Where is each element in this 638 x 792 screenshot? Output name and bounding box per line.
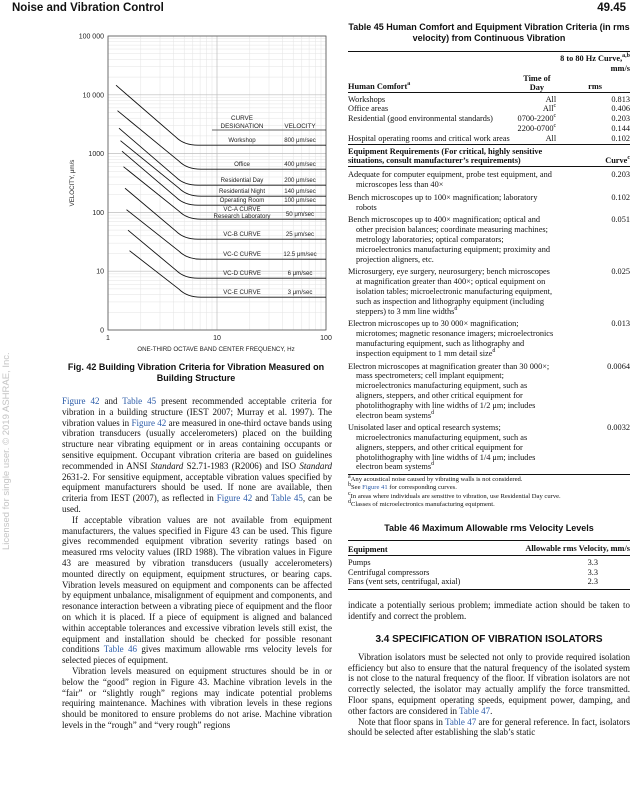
y-tick-label: 10 (96, 268, 104, 276)
equipment-row (348, 264, 630, 316)
comfort-header-sup: a (407, 81, 411, 88)
footnote-c (348, 490, 630, 501)
table-46-caption: Table 46 Maximum Allowable rms Velocity Levels (384, 523, 594, 534)
equipment-label (348, 264, 556, 316)
curve-velocity: 100 μm/sec (284, 197, 316, 204)
x-tick-label: 1 (106, 335, 110, 342)
label-text: Microsurgery, eye surgery, neurosurgery; bench microscopes at magnification greater than 400×; optical equipment on isolation tables; microelectronic manufacturing equipment, such as inspection and lithography equipment (including steppers) to 3 mm line widths (348, 267, 553, 316)
equipment-name: Fans (vent sets, centrifugal, axial) (348, 577, 461, 587)
equipment-label (348, 167, 556, 190)
figure-42-link[interactable]: Figure 42 (62, 396, 100, 406)
right-paragraph-3 (348, 717, 630, 739)
equipment-label (348, 420, 556, 472)
curve-header-sup: a,b (622, 53, 630, 60)
curve-velocity: 25 μm/sec (285, 231, 315, 238)
comfort-rows (348, 92, 630, 144)
fn-sup: b (348, 482, 351, 489)
comfort-value: 0.813 (611, 94, 630, 104)
figure-42-link[interactable]: Figure 42 (131, 417, 167, 428)
curve-velocity: 800 μm/sec (284, 137, 316, 144)
text-run: Note that floor spans in (358, 716, 446, 727)
paragraph-1 (62, 396, 332, 515)
paragraph-3: Vibration levels measured on equipment structures should be in or below the “good” region in Figure 43. Machine vibration levels in the “fair” or “slightly rough” regions may indicate potential problems requiring maintenance. Machines with vibration levels in these regions should be monitored to ensure problems do not arise. Machine vibration levels in the “rough” and “very rough” regions (62, 665, 332, 730)
label-text: Unisolated laser and optical research systems; microelectronics manufacturing equipment, such as aligners, steppers, and other critical equipment for photolithography with line widths of 1/4 μm; includes electron beam systems (348, 423, 536, 472)
right-text (348, 600, 630, 738)
curve-label: VC-D CURVE (223, 270, 261, 277)
col-velocity-header: Allowable rms Velocity, mm/s (525, 544, 630, 554)
comfort-header-text: Human Comfort (348, 81, 408, 91)
curve-velocity: 12.5 μm/sec (283, 251, 317, 258)
curve-label: Residential Day (220, 177, 264, 184)
equipment-row (348, 167, 630, 190)
comfort-row (348, 92, 630, 104)
fn-sup: a (348, 474, 351, 481)
curve-velocity: 140 μm/sec (284, 188, 316, 195)
table-46-rows (348, 555, 630, 587)
curve-header-text: 8 to 80 Hz Curve, (560, 54, 623, 63)
y-tick-label: 1000 (88, 151, 104, 159)
equipment-value: 0.025 (611, 267, 630, 277)
right-paragraph-2 (348, 652, 630, 717)
col-rms-header: rms (588, 81, 602, 91)
equip-curve-text: Curve (605, 156, 628, 166)
label-text: Electron microscopes at magnification greater than 30 000×; mass spectrometers; cell implant equipment; microelectronics manufacturing equipment, such as aligners, steppers, and other critical equipment for photolithography with line widths of 1/2 μm; includes electron beam systems (348, 361, 550, 420)
curve-velocity: 400 μm/sec (284, 161, 316, 168)
comfort-time (514, 124, 557, 134)
figure-41-link[interactable]: Figure 41 (362, 484, 388, 492)
chart-svg (16, 24, 336, 358)
comfort-time (514, 92, 557, 104)
time-text: All (542, 104, 554, 114)
text-run: are measured in one-third octave bands using vibration transducers (usually accelerometers) placed on the building structure near vibrating equipment or in areas containing occupants or sensitive equipment. Occupant vibration criteria are based on guidelines recommended in ANSI (62, 417, 332, 471)
table-45-footnotes (348, 474, 630, 509)
time-text: 0700-2200 (517, 114, 554, 124)
comfort-time (514, 114, 557, 124)
equipment-value: 0.203 (611, 170, 630, 180)
figure-caption: Fig. 42 Building Vibration Criteria for Vibration Measured on Building Structure (67, 362, 325, 383)
curve-header-unit: mm/s (610, 63, 630, 73)
curve-label: Residential Night (218, 188, 266, 195)
allowable-velocity: 3.3 (587, 557, 598, 567)
curve-label: VC-C CURVE (223, 251, 261, 258)
curve-velocity: 200 μm/sec (284, 177, 316, 184)
text-run: 2631-2. For sensitive equipment, acceptable vibration values specified by equipment manufacturers should be used. If none are available, then criteria from IEST (2007), as reflected in (62, 471, 332, 504)
fn-sup: d (348, 498, 351, 505)
figure-42-link[interactable]: Figure 42 (216, 493, 253, 504)
curve-label: Operating Room (219, 197, 265, 204)
table-45-link[interactable]: Table 45 (271, 493, 303, 504)
comfort-value: 0.102 (611, 133, 630, 143)
comfort-label: Residential (good environmental standards) (348, 114, 493, 124)
equipment-rows (348, 167, 630, 473)
fn-text: In areas where individuals are sensitive to vibration, use Residential Day curve. (350, 492, 561, 500)
equipment-label (348, 359, 556, 421)
left-column-text (62, 396, 332, 731)
x-axis-label: ONE-THIRD OCTAVE BAND CENTER FREQUENCY, Hz (137, 346, 295, 353)
label-text: Electron microscopes up to 30 000× magnification; microtomes; magnetic resonance imagers; microelectronics manufacturing equipment, such as lithography and inspection equipment to 1 mm detail size (348, 319, 554, 358)
time-sup: c (553, 103, 557, 110)
comfort-time (514, 134, 557, 144)
text-run: are for general reference. In fact, isolators should be selected after establishing the slab’s static (348, 716, 630, 738)
curve-velocity: 50 μm/sec (285, 211, 315, 218)
fn-text: See (351, 484, 363, 492)
col-curve-header (556, 52, 630, 74)
label-sup: d (492, 347, 496, 354)
time-text: All (545, 133, 557, 143)
text-run: If acceptable vibration values are not available from equipment manufacturers, the values specified in Figure 43 can be used. This figure gives recommended equipment vibration severity ratings based on measured rms velocity values (IRD 1988). The vibration values in Figure 43 are measured by vibration transducers (usually accelerometers) mounted directly on equipment, equipment structures, or bearing caps. Vibration levels measured on equipment and components can be affected by equipment unbalance, misalignment of equipment and components, and resonance interaction between a vibrating piece of equipment and the floor on which it is placed. If a piece of equipment is aligned and balanced within acceptable tolerances and excessive vibration levels still exist, the equipment and installation should be checked for possible resonant conditions (62, 514, 332, 655)
equipment-label (348, 190, 556, 213)
fn-text: for corresponding curves. (387, 484, 457, 492)
curve-velocity: 3 μm/sec (287, 289, 313, 296)
equipment-name: Centrifugal compressors (348, 567, 430, 577)
page-header (12, 2, 626, 16)
y-axis-label: VELOCITY, μm/s (69, 159, 76, 207)
watermark-text: Licensed for single user. © 2019 ASHRAE, Inc. (1, 352, 12, 550)
fn-text: Any acoustical noise caused by vibrating walls is not considered. (350, 476, 523, 484)
curve-label: VC-A CURVE (223, 206, 261, 213)
equipment-value: 0.0032 (607, 423, 630, 433)
legend-header-velocity: VELOCITY (284, 123, 316, 130)
equipment-row (348, 190, 630, 213)
comfort-label (348, 124, 514, 134)
x-tick-label: 10 (213, 335, 221, 342)
y-tick-label: 10 000 (82, 92, 104, 100)
table-47-link[interactable]: Table 47 (459, 705, 491, 716)
curve-label: Research Laboratory (213, 213, 271, 220)
fn-sup: c (348, 490, 351, 497)
comfort-label: Office areas (348, 104, 389, 114)
equipment-label (348, 212, 556, 264)
curve-label: VC-B CURVE (223, 231, 261, 238)
comfort-row (348, 134, 630, 144)
running-title: Noise and Vibration Control (12, 2, 164, 14)
label-text: Adequate for computer equipment, probe test equipment, and microscopes less than 40× (348, 170, 552, 189)
x-tick-label: 100 (320, 335, 332, 342)
right-column (348, 22, 630, 738)
paragraph-2 (62, 515, 332, 666)
fn-text: Classes of microelectronics manufacturing equipment. (351, 500, 495, 508)
comfort-label: Hospital operating rooms and critical work areas (348, 133, 510, 143)
legend-header-curve: DESIGNATION (220, 123, 264, 130)
text-run-italic: Standard (299, 460, 332, 471)
time-sup: c (553, 123, 557, 130)
label-text: Bench microscopes up to 400× magnification; optical and other precision balances; coordinate measuring machines; metrology laboratories; optical comparators; microelectronics manufacturing equipment; proximity and projection aligners, etc. (348, 215, 550, 264)
y-tick-label: 0 (100, 327, 104, 335)
table-46-row (348, 568, 630, 578)
allowable-velocity: 2.3 (587, 577, 598, 587)
label-sup: d (454, 305, 458, 312)
table-46-bottom-rule (348, 589, 630, 590)
table-46 (348, 540, 630, 587)
col-time-header: Time of Day (523, 73, 551, 92)
table-45 (348, 51, 630, 472)
y-tick-label: 100 000 (78, 33, 104, 41)
text-run: S2.71-1983 (R2006) and ISO (183, 460, 300, 471)
col-equipment-header: Equipment (348, 545, 388, 555)
text-run: present recommended acceptable criteria for vibration in a building structure (IEST 2007; Murray et al. 1997). The vibration values in (62, 396, 332, 428)
equip-curve-sup: c (627, 155, 630, 162)
text-run: . (490, 705, 493, 716)
allowable-velocity: 3.3 (587, 567, 598, 577)
comfort-value: 0.203 (611, 114, 630, 124)
text-run-italic: Standard (150, 460, 184, 471)
time-sup: c (553, 113, 557, 120)
equip-curve-header (556, 144, 630, 167)
curve-label: Workshop (228, 137, 256, 144)
text-run: , can be used. (62, 493, 333, 514)
text-run: gives maximum allowable rms velocity levels for selected pieces of equipment. (62, 644, 332, 666)
equipment-value: 0.013 (611, 319, 630, 329)
text-run: Vibration isolators must be selected not only to provide required isolation efficiency but also to ensure that the natural frequency of the isolated system is not close to the natural frequency of the floor. If vibration isolators are not correctly selected, the isolator may actually amplify the force transmitted. Floor spans, equipment operating speeds, equipment power, damping, and other factors are considered in (348, 651, 630, 716)
equipment-row (348, 212, 630, 264)
table-46-link[interactable]: Table 46 (103, 644, 137, 655)
comfort-value: 0.406 (611, 104, 630, 114)
curve-label: Office (234, 161, 250, 168)
y-tick-label: 100 (92, 209, 104, 217)
text-run: and (252, 493, 272, 504)
footnote-d (348, 498, 630, 509)
comfort-value: 0.144 (611, 123, 630, 133)
label-sup: d (431, 461, 435, 468)
text-run: and (99, 396, 123, 406)
legend-header-curve: CURVE (231, 115, 253, 122)
equipment-row (348, 420, 630, 472)
time-text: 2200-0700 (517, 123, 554, 133)
time-text: All (545, 94, 557, 104)
table-46-row (348, 555, 630, 567)
comfort-row (348, 124, 630, 134)
equipment-name: Pumps (348, 557, 371, 567)
equipment-row (348, 359, 630, 421)
footnote-b (348, 484, 630, 492)
vibration-criteria-chart (16, 24, 336, 358)
curve-label: VC-E CURVE (223, 289, 261, 296)
curve-velocity: 6 μm/sec (287, 270, 313, 277)
label-sup: d (431, 409, 435, 416)
equipment-value: 0.102 (611, 192, 630, 202)
table-45-link[interactable]: Table 45 (122, 396, 157, 406)
equipment-header: Equipment Requirements (For critical, highly sensitive situations, consult manufacturer’s requirements) (348, 146, 543, 166)
table-45-caption: Table 45 Human Comfort and Equipment Vibration Criteria (in rms velocity) from Continuous Vibration (348, 22, 630, 43)
equipment-value: 0.051 (611, 215, 630, 225)
page-number: 49.45 (597, 2, 626, 14)
equipment-value: 0.0064 (607, 361, 630, 371)
comfort-time (514, 104, 557, 114)
comfort-label: Workshops (348, 94, 386, 104)
comfort-row (348, 114, 630, 124)
col-comfort-header (348, 74, 514, 93)
comfort-row (348, 104, 630, 114)
section-heading: 3.4 SPECIFICATION OF VIBRATION ISOLATORS (375, 633, 603, 645)
table-46-row (348, 577, 630, 587)
right-paragraph-1: indicate a potentially serious problem; immediate action should be taken to identify and correct the problem. (348, 600, 630, 622)
label-text: Bench microscopes up to 100× magnification; laboratory robots (348, 192, 538, 212)
equipment-label (348, 316, 556, 358)
license-watermark (0, 150, 14, 550)
equipment-row (348, 316, 630, 358)
table-47-link[interactable]: Table 47 (445, 716, 477, 727)
